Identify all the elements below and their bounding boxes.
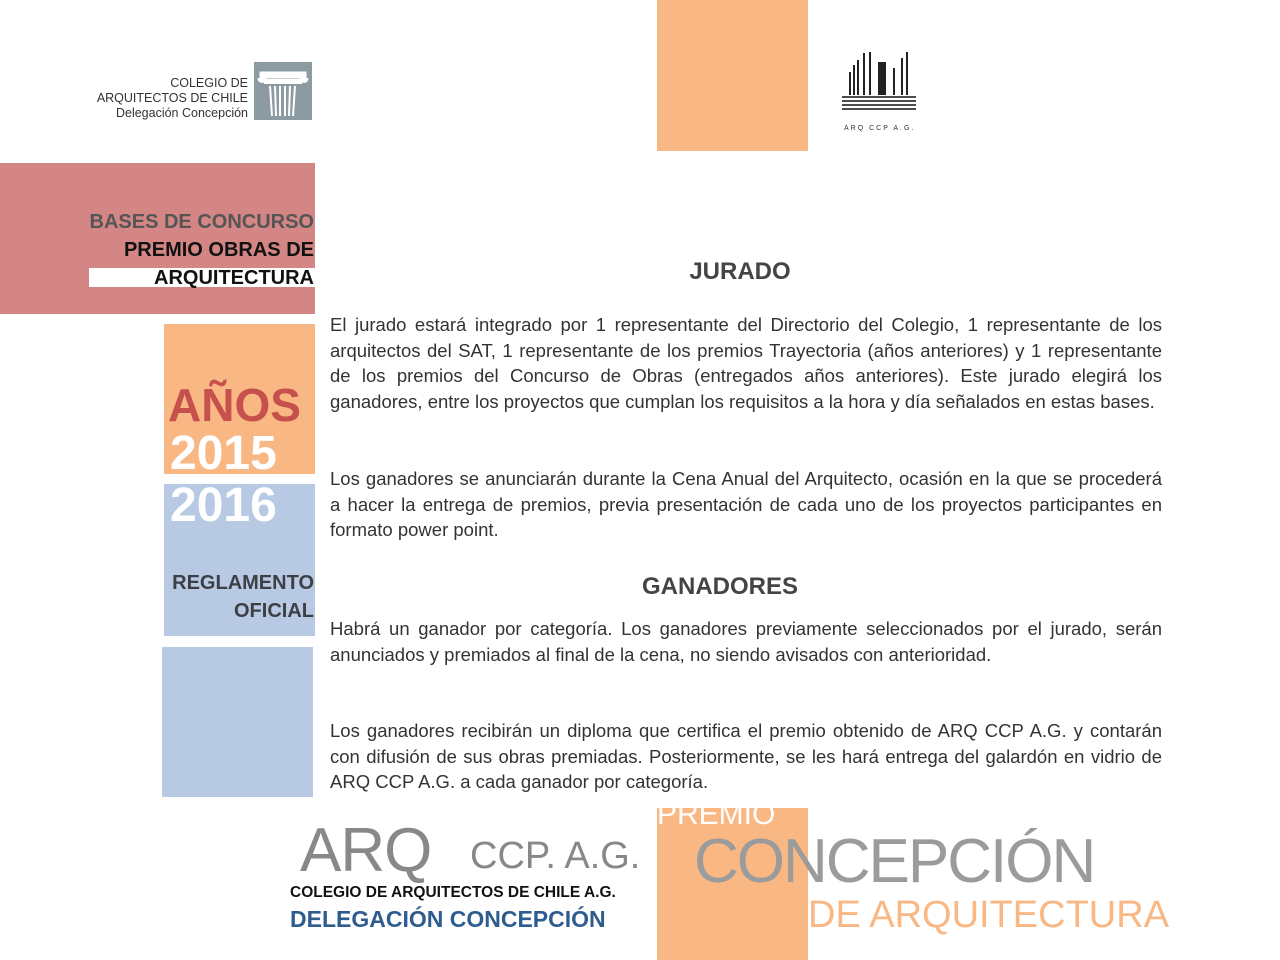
top-orange-block bbox=[657, 0, 808, 151]
footer-arq: ARQ bbox=[300, 816, 432, 885]
year-2016: 2016 bbox=[170, 479, 277, 532]
ganadores-heading: GANADORES bbox=[641, 573, 798, 600]
footer-ccp: CCP. A.G. bbox=[470, 835, 641, 877]
buildings-icon bbox=[840, 50, 920, 120]
oficial-label: OFICIAL bbox=[234, 600, 314, 622]
bases-title: BASES DE CONCURSO bbox=[89, 211, 314, 233]
years-label: AÑOS bbox=[168, 379, 301, 431]
reglamento-label: REGLAMENTO bbox=[172, 572, 314, 594]
colegio-logo-text bbox=[86, 76, 248, 121]
jurado-paragraph-2: Los ganadores se anunciarán durante la Cena Anual del Arquitecto, ocasión en la que se procederá a hacer la entrega de premios, previa presentación de cada uno de los proyectos participantes en formato power point. bbox=[330, 468, 1162, 541]
arq-ccp-logo-text: ARQ CCP A.G. bbox=[844, 125, 916, 132]
footer-premio: PREMIO bbox=[657, 798, 776, 831]
jurado-paragraph-1: El jurado estará integrado por 1 representante del Directorio del Colegio, 1 representante de los arquitectos del SAT, 1 representante de los premios Trayectoria (años anteriores) y 1 representante de los premios del Concurso de Obras (entregados años anteriores). Este jurado elegirá los ganadores, entre los proyectos que cumplan los requisitos a la hora y día señalados en estas bases. bbox=[330, 314, 1162, 412]
logo-line3: Delegación Concepción bbox=[115, 106, 248, 120]
footer-colegio: COLEGIO DE ARQUITECTOS DE CHILE A.G. bbox=[290, 884, 616, 901]
arquitectura-title: ARQUITECTURA bbox=[154, 267, 314, 289]
year-2015: 2015 bbox=[170, 427, 277, 480]
footer-concepcion: CONCEPCIÓN bbox=[694, 827, 1095, 896]
logo-line2: ARQUITECTOS DE CHILE bbox=[96, 91, 248, 105]
footer-de-arquitectura: DE ARQUITECTURA bbox=[808, 894, 1170, 936]
column-capital-icon bbox=[254, 62, 312, 120]
logo-line1: COLEGIO DE bbox=[170, 76, 248, 90]
ganadores-paragraph-2: Los ganadores recibirán un diploma que certifica el premio obtenido de ARQ CCP A.G. y contarán con difusión de sus obras premiadas. Posteriormente, se les hará entrega del galardón en vidrio de ARQ CCP A.G. a cada ganador por categoría. bbox=[330, 720, 1162, 793]
arq-ccp-logo bbox=[840, 50, 920, 142]
ganadores-paragraph-1: Habrá un ganador por categoría. Los ganadores previamente seleccionados por el jurado, serán anunciados y premiados al final de la cena, no siendo avisados con anterioridad. bbox=[330, 618, 1162, 665]
jurado-heading: JURADO bbox=[689, 258, 791, 285]
lower-blue-block bbox=[162, 647, 313, 797]
footer-delegacion: DELEGACIÓN CONCEPCIÓN bbox=[290, 906, 606, 932]
premio-title: PREMIO OBRAS DE bbox=[123, 239, 314, 261]
